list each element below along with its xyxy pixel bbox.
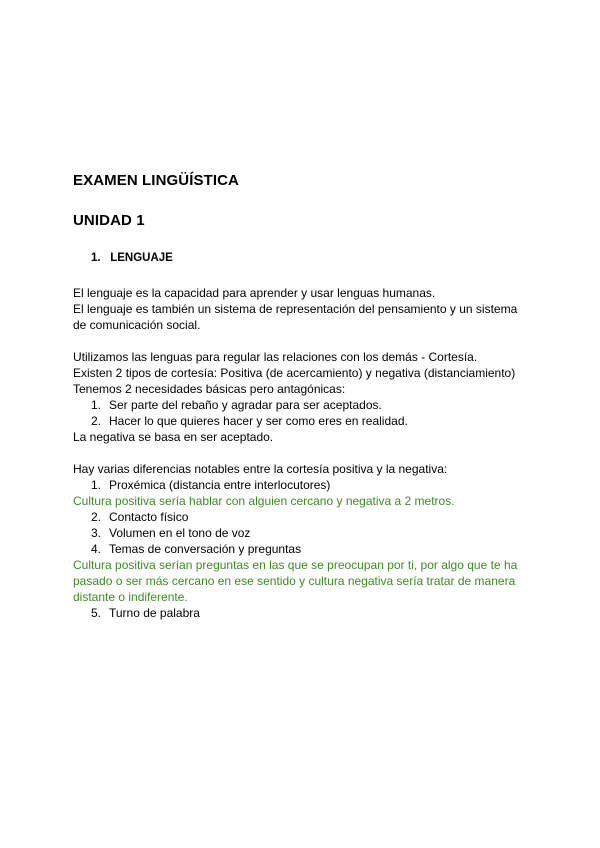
list-item: [73, 413, 533, 429]
list-item: [73, 605, 533, 621]
list-item: [73, 525, 533, 541]
green-note: Cultura positiva serían preguntas en las que se preocupan por ti, por algo que te ha: [73, 558, 518, 572]
list-item: [73, 541, 533, 557]
list-number: 4.: [91, 542, 102, 556]
list-text: Volumen en el tono de voz: [109, 526, 251, 540]
paragraph-line: El lenguaje es también un sistema de representación del pensamiento y un sistema: [73, 302, 518, 316]
list-number: 3.: [91, 526, 102, 540]
green-note: distante o indiferente.: [73, 590, 188, 604]
paragraph-line: de comunicación social.: [73, 318, 201, 332]
list-item: [73, 397, 533, 413]
paragraph-line: El lenguaje es la capacidad para aprender y usar lenguas humanas.: [73, 286, 436, 300]
negative-note: La negativa se basa en ser aceptado.: [73, 430, 274, 444]
list-item: [73, 477, 533, 493]
list-text: Temas de conversación y preguntas: [109, 542, 302, 556]
section-title: LENGUAJE: [110, 252, 173, 264]
list-text: Proxémica (distancia entre interlocutores): [109, 478, 331, 492]
section-number: 1.: [91, 252, 101, 264]
list-number: 2.: [91, 414, 102, 428]
list-number: 1.: [91, 478, 102, 492]
list-item: [73, 509, 533, 525]
list-text: Turno de palabra: [109, 606, 200, 620]
differences-intro: Hay varias diferencias notables entre la cortesía positiva y la negativa:: [73, 462, 448, 476]
list-number: 2.: [91, 510, 102, 524]
paragraph-line: Existen 2 tipos de cortesía: Positiva (de acercamiento) y negativa (distanciamiento): [73, 366, 516, 380]
list-text: Hacer lo que quieres hacer y ser como eres en realidad.: [109, 414, 408, 428]
unit-heading: UNIDAD 1: [73, 212, 145, 229]
green-note: pasado o ser más cercano en ese sentido y cultura negativa sería tratar de manera: [73, 574, 516, 588]
document-body: [73, 285, 533, 621]
paragraph-line: Tenemos 2 necesidades básicas pero antagónicas:: [73, 382, 346, 396]
document-title: EXAMEN LINGÜÍSTICA: [73, 172, 239, 189]
list-text: Contacto físico: [109, 510, 189, 524]
paragraph-line: Utilizamos las lenguas para regular las relaciones con los demás - Cortesía.: [73, 350, 478, 364]
section-heading: [91, 252, 173, 264]
list-text: Ser parte del rebaño y agradar para ser aceptados.: [109, 398, 382, 412]
green-note: Cultura positiva sería hablar con alguien cercano y negativa a 2 metros.: [73, 494, 455, 508]
list-number: 5.: [91, 606, 102, 620]
list-number: 1.: [91, 398, 102, 412]
